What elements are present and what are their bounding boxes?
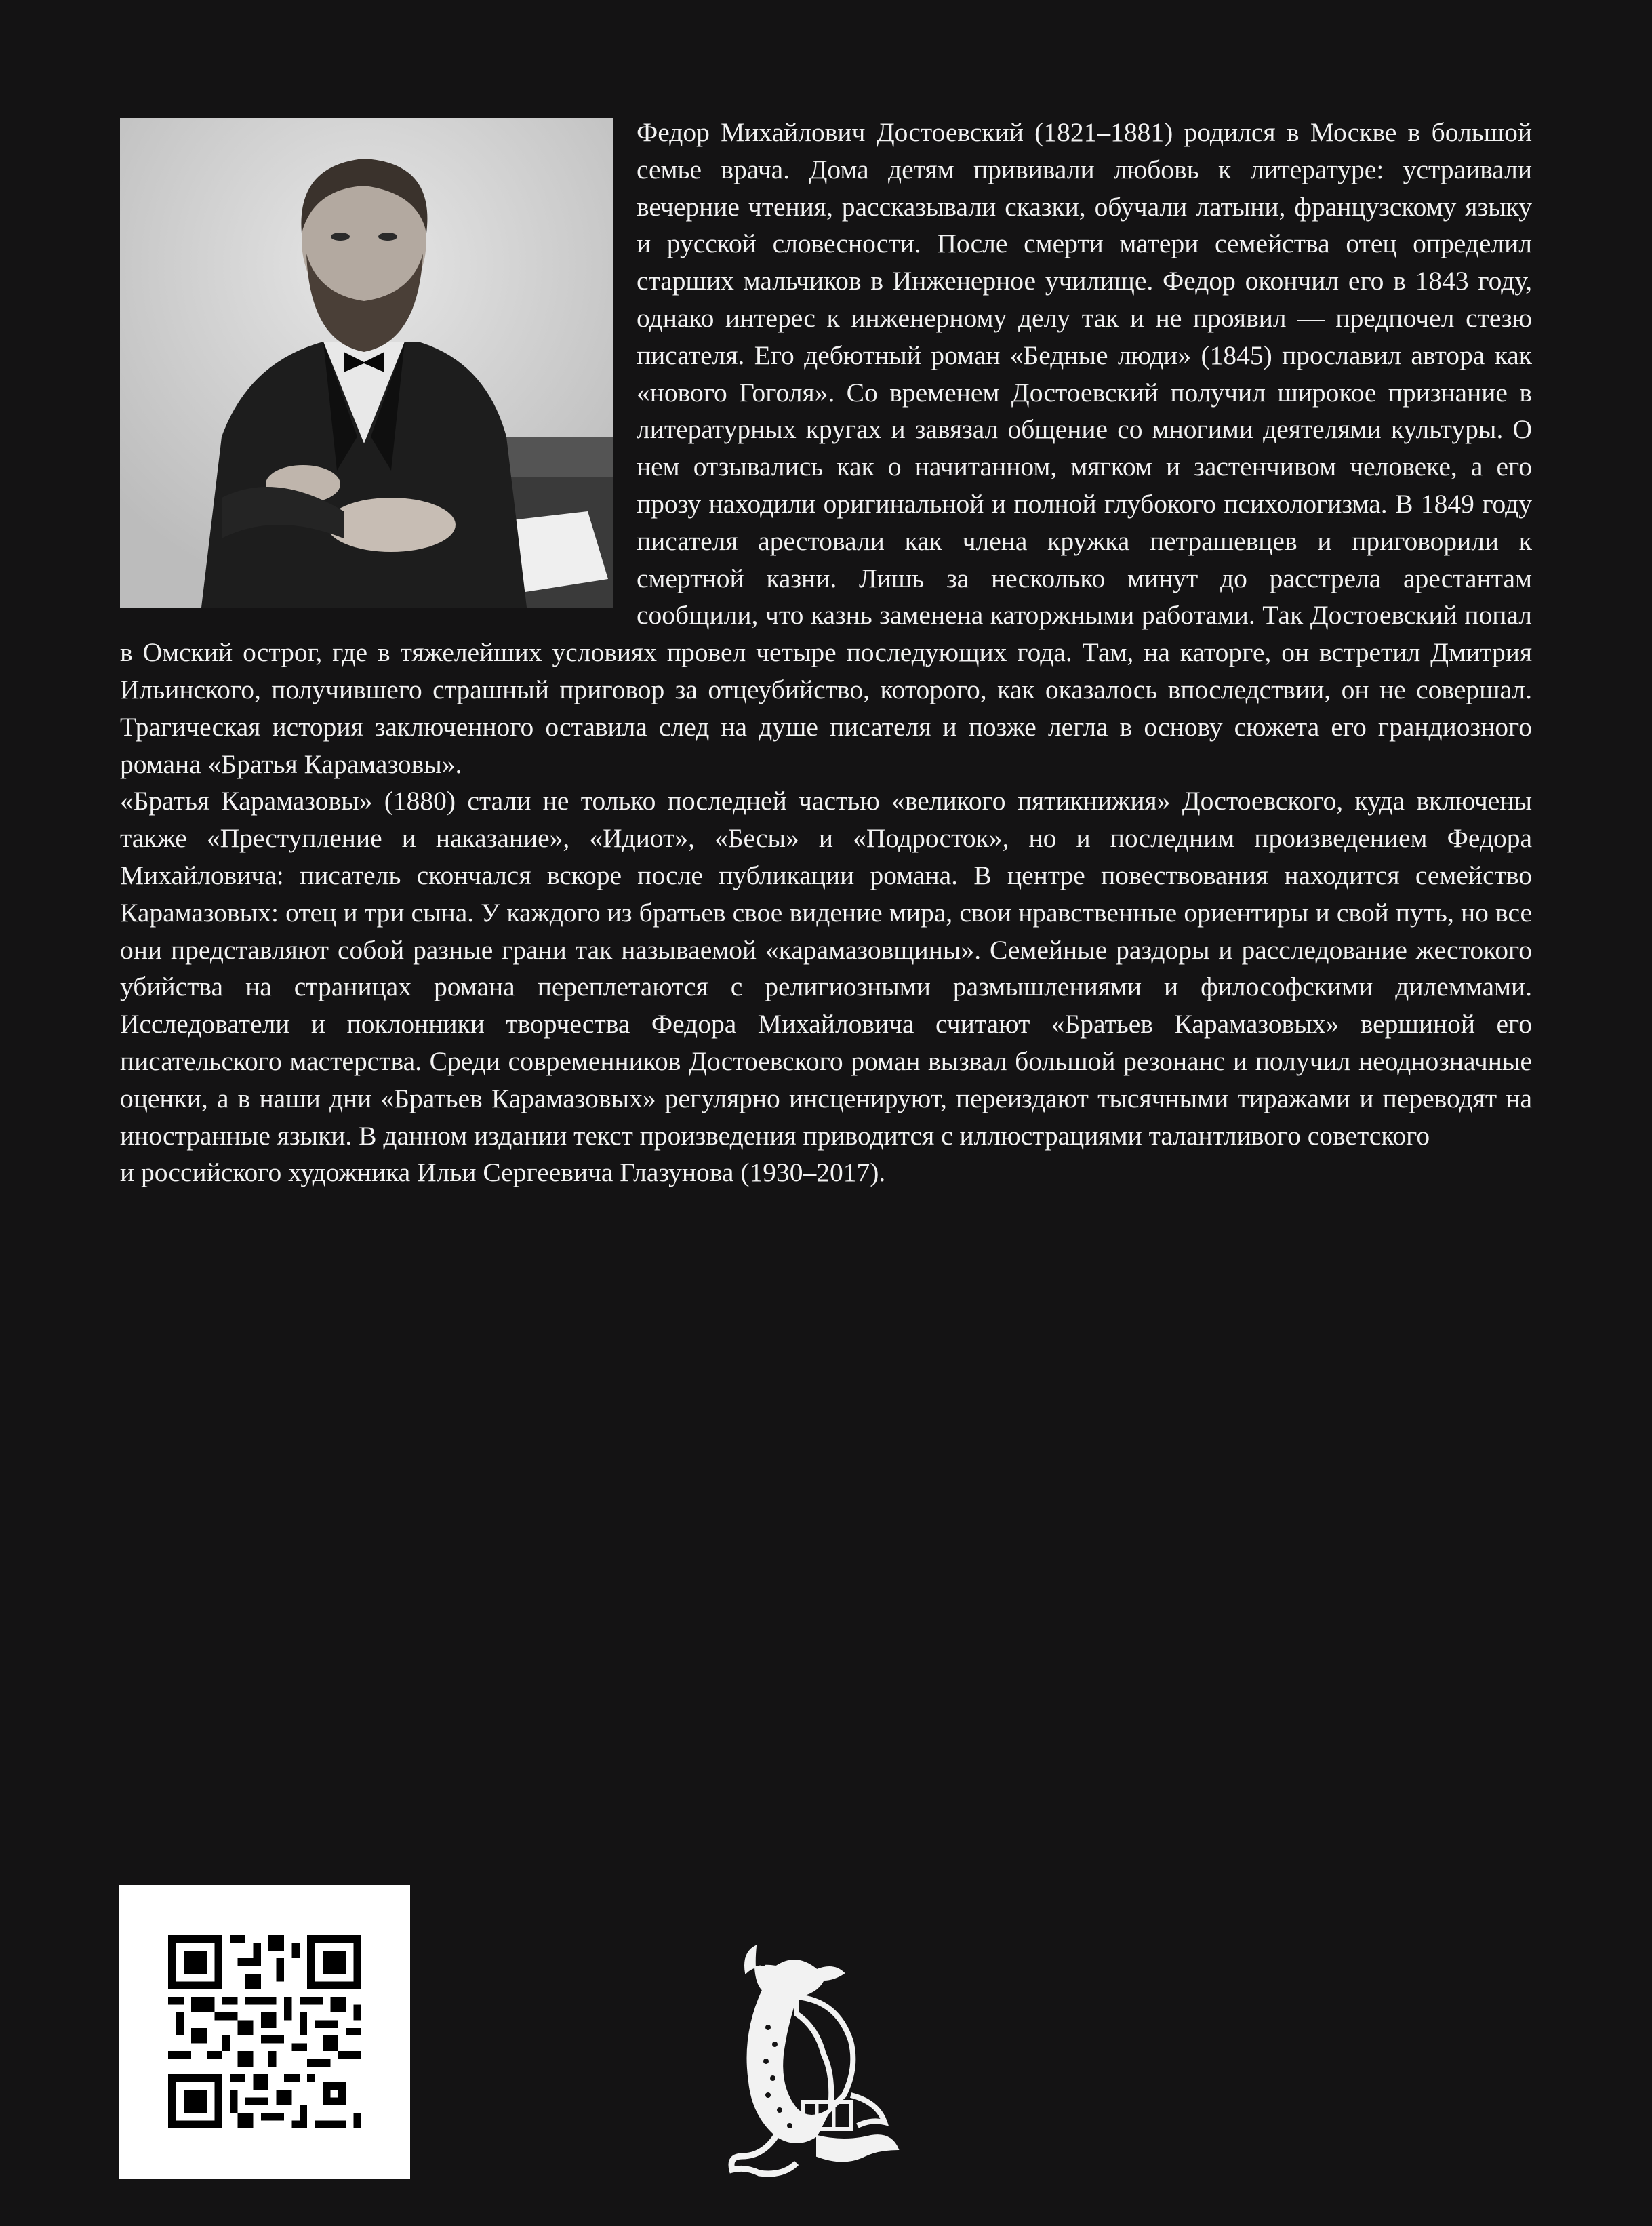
paragraph-novel: «Братья Карамазовы» (1880) стали не только последней частью «великого пятикнижия» Достоевского, куда включены также «Преступление и наказание», «Идиот», «Бесы» и «Подросток», но и последним произведением Федора Михайловича: писатель скончался вскоре после публикации романа. В центре повествования находится семейство Карамазовых: отец и три сына. У каждого из братьев свое видение мира, свои нравственные ориентиры и свой путь, но все они представляют собой разные грани так называемой «карамазовщины». Семейные раздоры и расследование жестокого убийства на страницах романа переплетаются с религиозными размышлениями и философскими дилеммами. Исследователи и поклонники творчества Федора Михайловича считают «Братьев Карамазовых» вершиной его писательского мастерства. Среди современников Достоевского роман вызвал большой резонанс и получил неоднозначные оценки, а в наши дни «Братьев Карамазовых» регулярно инсценируют, переиздают тысячными тиражами и переводят на иностранные языки. В данном издании текст произведения приводится с иллюстрациями талантливого советского <box>120 786 1532 1151</box>
qr-code[interactable] <box>119 1885 410 2179</box>
publisher-logo <box>715 1932 932 2190</box>
portrait-wrap-spacer <box>120 114 617 617</box>
description-text <box>120 114 1532 1191</box>
griffin-logo-icon <box>715 1932 932 2190</box>
paragraph-biography: Федор Михайлович Достоевский (1821–1881) родился в Москве в большой семье врача. Дома детям прививали любовь к литературе: устраивали вечерние чтения, рассказывали сказки, обучали латыни, французскому языку и русской словесности. После смерти матери семейства отец определил старших мальчиков в Инженерное училище. Федор окончил его в 1843 году, однако интерес к инженерному делу так и не проявил — предпочел стезю писателя. Его дебютный роман «Бедные люди» (1845) прославил автора как «нового Гоголя». Со временем Достоевский получил широкое признание в литературных кругах и завязал общение со многими деятелями культуры. О нем отзывались как о начитанном, мягком и застенчивом человеке, а его прозу находили оригинальной и полной глубокого психологизма. В 1849 году писателя арестовали как члена кружка петрашевцев и приговорили к смертной казни. Лишь за несколько минут до расстрела арестантам сообщили, что казнь заменена каторжными работами. Так Достоевский попал в Омский острог, где в тяжелейших условиях провел четыре последующих года. Там, на каторге, он встретил Дмитрия Ильинского, получившего страшный приговор за отцеубийство, которого, как оказалось впоследствии, он не совершал. Трагическая история заключенного оставила след на душе писателя и позже легла в основу сюжета его грандиозного романа «Братья Карамазовы». <box>120 117 1532 779</box>
qr-code-icon <box>168 1935 361 2128</box>
paragraph-novel-last-line: и российского художника Ильи Сергеевича Глазунова (1930–2017). <box>120 1157 886 1188</box>
